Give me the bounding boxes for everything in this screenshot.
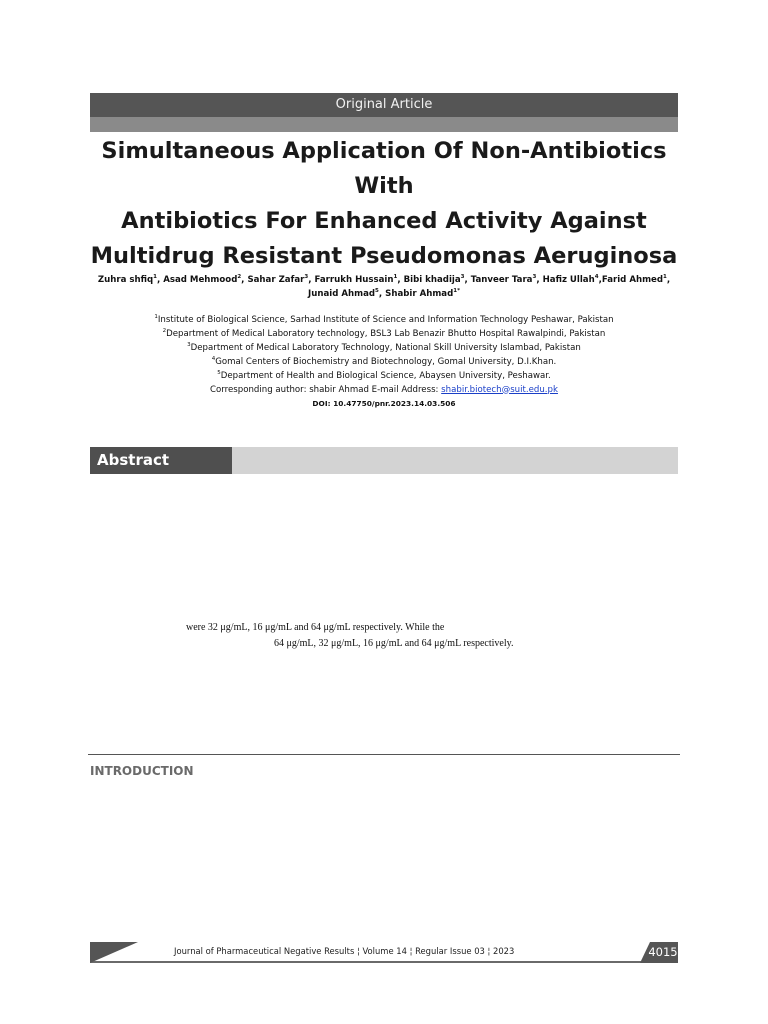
- article-type-label: Original Article: [335, 97, 433, 112]
- author-name: Tanveer Tara: [470, 275, 533, 285]
- author-affil-sup: 5: [375, 288, 379, 295]
- author-affil-sup: 1: [663, 274, 667, 281]
- affiliation-list: [90, 314, 678, 411]
- title-line-2: Antibiotics For Enhanced Activity Against: [121, 208, 647, 234]
- author-affil-sup: 2: [237, 274, 242, 281]
- author-name: Hafiz Ullah: [542, 275, 595, 285]
- footer-journal-line: Journal of Pharmaceutical Negative Results ¦ Volume 14 ¦ Regular Issue 03 ¦ 2023: [174, 946, 515, 956]
- author-separator: ,: [397, 275, 404, 285]
- author-line-1: [90, 273, 678, 287]
- author-name: Farrukh Hussain: [314, 275, 394, 285]
- affiliation-sup: 4: [211, 355, 216, 362]
- author-separator: ,: [156, 275, 164, 285]
- banner-underline: [90, 117, 678, 132]
- page-number: 4015: [648, 945, 678, 959]
- affiliation-1: [90, 314, 678, 328]
- paper-title: [80, 134, 688, 274]
- author-separator: ,: [666, 275, 671, 285]
- author-separator: ,: [378, 289, 386, 299]
- author-affil-sup: 3: [532, 274, 537, 281]
- abstract-heading: Abstract: [90, 447, 232, 474]
- author-name: Zuhra shfiq: [97, 275, 154, 285]
- corresponding-author: [90, 384, 678, 398]
- author-affil-sup: 3: [304, 274, 309, 281]
- corresponding-email-link[interactable]: shabir.biotech@suit.edu.pk: [441, 384, 558, 395]
- affiliation-sup: 3: [187, 341, 191, 348]
- author-affil-sup: 1: [393, 274, 398, 281]
- author-affil-sup: 1*: [453, 288, 460, 295]
- author-affil-sup: 1: [153, 274, 157, 281]
- author-name: Shabir Ahmad: [385, 289, 454, 299]
- author-name: Asad Mehmood: [163, 275, 238, 285]
- title-line-3: Multidrug Resistant Pseudomonas Aeruginosa: [90, 243, 678, 269]
- introduction-heading: INTRODUCTION: [90, 764, 194, 778]
- affiliation-sup: 2: [162, 328, 167, 335]
- affiliation-text: Department of Medical Laboratory technology, BSL3 Lab Benazir Bhutto Hospital Rawalpindi, Pakistan: [166, 328, 606, 339]
- affiliation-text: Department of Medical Laboratory Technology, National Skill University Islambad, Pakistan: [190, 342, 581, 353]
- footer-page-tab: [640, 942, 678, 963]
- affiliation-4: [90, 356, 678, 370]
- author-line-2: [90, 287, 678, 301]
- affiliation-3: [90, 342, 678, 356]
- author-list: [90, 273, 678, 301]
- abstract-fragment-2: 64 μg/mL, 32 μg/mL, 16 μg/mL and 64 μg/mL respectively.: [274, 638, 514, 649]
- author-name: Bibi khadija: [403, 275, 461, 285]
- affiliation-5: [90, 370, 678, 384]
- footer-left-wedge: [90, 942, 138, 963]
- author-separator: ,: [536, 275, 543, 285]
- author-separator: ,: [241, 275, 248, 285]
- title-line-1: Simultaneous Application Of Non-Antibiotics With: [101, 138, 667, 199]
- author-affil-sup: 3: [460, 274, 465, 281]
- author-separator: ,: [464, 275, 471, 285]
- author-name: Farid Ahmed: [601, 275, 664, 285]
- affiliation-text: Institute of Biological Science, Sarhad Institute of Science and Information Technology Peshawar, Pakistan: [157, 315, 614, 325]
- affiliation-text: Department of Health and Biological Science, Abaysen University, Peshawar.: [220, 370, 551, 381]
- abstract-fragment-1: were 32 μg/mL, 16 μg/mL and 64 μg/mL respectively. While the: [186, 622, 445, 633]
- author-separator: ,: [308, 275, 315, 285]
- article-type-banner: [90, 93, 678, 117]
- author-name: Sahar Zafar: [247, 275, 305, 285]
- author-affil-sup: 4: [594, 274, 599, 281]
- doi: DOI: 10.47750/pnr.2023.14.03.506: [312, 399, 456, 409]
- author-name: Junaid Ahmad: [308, 289, 376, 299]
- corresponding-label: Corresponding author: shabir Ahmad E-mail Address:: [210, 384, 442, 395]
- section-divider: [88, 754, 680, 755]
- author-separator: ,: [598, 275, 602, 285]
- affiliation-sup: 1: [154, 314, 158, 321]
- affiliation-2: [90, 328, 678, 342]
- affiliation-sup: 5: [217, 369, 221, 376]
- affiliation-text: Gomal Centers of Biochemistry and Biotechnology, Gomal University, D.I.Khan.: [215, 356, 557, 367]
